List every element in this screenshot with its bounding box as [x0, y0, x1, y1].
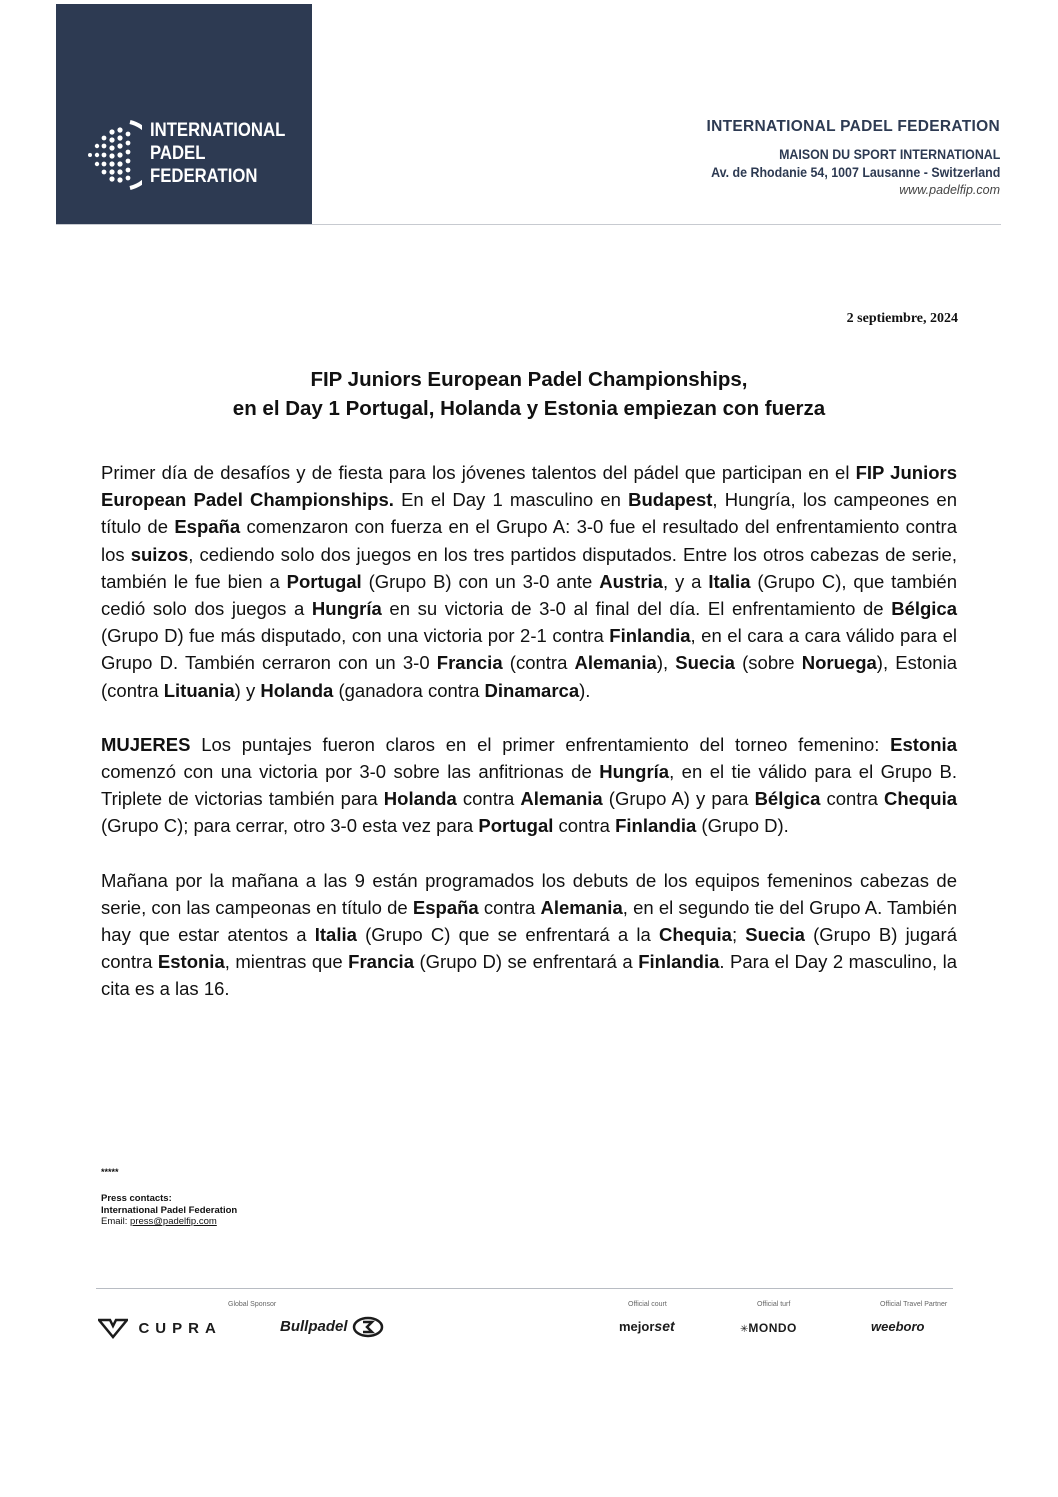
paragraph-2 [101, 731, 957, 840]
bold-run: Alemania [574, 652, 657, 674]
text-run: , en el tie válido para el Grupo B. Triplete de victorias también para [101, 761, 958, 810]
text-run: . Para el Day 2 masculino, la cita es a las 16. [101, 951, 957, 1000]
text-run: (contra [502, 652, 575, 674]
press-heading: Press contacts: [101, 1193, 172, 1204]
text-run: ). [579, 679, 591, 701]
text-run: (Grupo C) que se enfrentará a la [356, 924, 659, 946]
cupra-logo [98, 1317, 222, 1339]
text-run: Primer día de desafíos y de fiesta para los jóvenes talentos del pádel que participan en el [101, 462, 856, 483]
org-name: INTERNATIONAL PADEL FEDERATION [706, 118, 1000, 135]
bold-run: Noruega [801, 652, 877, 674]
bold-run: España [174, 516, 241, 538]
bold-run: Estonia [157, 951, 225, 973]
bold-run: Francia [436, 652, 503, 674]
text-run: Mañana por la mañana a las 9 están programados los debuts de los equipos femeninos cabezas de serie, con las campeonas en título de [101, 869, 957, 918]
bullpadel-emblem-icon [352, 1316, 384, 1338]
bold-run: España [412, 896, 479, 918]
bold-run: Francia [348, 951, 414, 973]
title-line-1: FIP Juniors European Padel Championships, [310, 368, 748, 391]
text-run: (Grupo D). [696, 815, 789, 837]
text-run: , mientras que [224, 951, 349, 973]
bold-run: Italia [708, 570, 751, 592]
bold-run: Suecia [675, 652, 735, 674]
email-label: Email: [101, 1216, 131, 1227]
text-run: ), [656, 652, 676, 674]
bold-run: Hungría [311, 598, 382, 620]
bold-run: Holanda [383, 788, 457, 810]
weeboro-wordmark: weeboro [871, 1319, 925, 1334]
text-run: comenzó con una victoria por 3-0 sobre las anfitrionas de [101, 761, 600, 783]
document-date: 2 septiembre, 2024 [846, 311, 958, 326]
footer-divider [96, 1288, 953, 1289]
mondo-wordmark: MONDO [748, 1321, 797, 1335]
bold-run: Italia [314, 924, 357, 946]
bold-run: Finlandia [615, 815, 697, 837]
bold-run: FIP Juniors European Padel Championships. [101, 462, 957, 511]
weeboro-logo [871, 1318, 924, 1336]
text-run: contra [820, 788, 885, 810]
mejorset-logo [619, 1318, 675, 1336]
text-run: (Grupo B) jugará contra [101, 924, 957, 973]
fip-logo-block [56, 4, 312, 225]
bold-run: suizos [130, 543, 189, 565]
text-run: ), Estonia (contra [101, 652, 957, 701]
cupra-wordmark: CUPRA [138, 1319, 222, 1337]
text-run: Los puntajes fueron claros en el primer enfrentamiento del torneo femenino: [190, 733, 891, 755]
text-run: (Grupo D) fue más disputado, con una victoria por 2-1 contra [101, 625, 610, 647]
text-run: (ganadora contra [333, 679, 485, 701]
email-link[interactable]: press@padelfip.com [130, 1216, 217, 1227]
text-run: , Hungría, los campeones en título de [101, 489, 958, 538]
bold-run: Estonia [890, 733, 957, 755]
logo-line-3: FEDERATION [150, 166, 258, 187]
bold-run: Lituania [163, 679, 235, 701]
text-run: , cediendo solo dos juegos en los tres partidos disputados. Entre los otros cabezas de serie, también le fue bien a [101, 543, 957, 592]
text-run: contra [478, 896, 541, 918]
text-run: contra [553, 815, 616, 837]
logo-line-2: PADEL [150, 143, 206, 164]
logo-line-1: INTERNATIONAL [150, 120, 286, 141]
text-run: ) y [234, 679, 261, 701]
mondo-emblem-icon: ✳ [740, 1324, 749, 1335]
bold-run: Finlandia [609, 625, 691, 647]
text-run: , y a [662, 570, 709, 592]
text-run: ; [731, 924, 746, 946]
bullpadel-wordmark: Bullpadel [280, 1318, 348, 1336]
global-sponsor-label: Global Sponsor [228, 1301, 277, 1308]
text-run: (Grupo D) se enfrentará a [413, 951, 639, 973]
mejorset-wordmark-a: mejor [619, 1319, 655, 1334]
bold-run: Portugal [286, 570, 362, 592]
bold-run: Dinamarca [484, 679, 580, 701]
address-line-2: Av. de Rhodanie 54, 1007 Lausanne - Switzerland [710, 165, 1000, 180]
cupra-emblem-icon [98, 1317, 128, 1339]
letterhead-address [686, 118, 1000, 197]
website-link[interactable]: www.padelfip.com [899, 183, 1000, 197]
separator-stars: ***** [101, 1167, 119, 1177]
header-divider [56, 224, 1001, 225]
text-run: , en el segundo tie del Grupo A. También hay que estar atentos a [101, 896, 957, 946]
press-contacts [101, 1193, 237, 1228]
text-run: contra [456, 788, 521, 810]
bold-run: Chequia [658, 924, 732, 946]
text-run: en su victoria de 3-0 al final del día. El enfrentamiento de [381, 598, 892, 620]
text-run: (Grupo C), que también cedió solo dos juegos a [101, 570, 957, 620]
press-email-row [101, 1216, 237, 1228]
travel-partner-label: Official Travel Partner [880, 1301, 948, 1308]
text-run: , en el cara a cara válido para el Grupo D. También cerraron con un 3-0 [101, 625, 957, 674]
text-run: (Grupo A) y para [602, 788, 755, 810]
bold-run: Holanda [260, 679, 334, 701]
bold-run: Budapest [628, 489, 713, 511]
bold-run: Alemania [540, 896, 623, 918]
document-title [0, 365, 1058, 423]
paragraph-3 [101, 867, 957, 1003]
press-org: International Padel Federation [101, 1204, 238, 1216]
text-run: En el Day 1 masculino en [393, 489, 629, 511]
address-line-1: MAISON DU SPORT INTERNATIONAL [778, 147, 1000, 162]
mondo-logo [740, 1319, 797, 1337]
text-run: (Grupo C); para cerrar, otro 3-0 esta vez para [101, 815, 479, 837]
text-run: (sobre [734, 652, 802, 674]
bold-run: Finlandia [638, 951, 720, 973]
paragraph-1 [101, 459, 957, 704]
mejorset-wordmark-b: set [654, 1318, 675, 1334]
bold-run: MUJERES [101, 733, 191, 755]
bold-run: Portugal [478, 815, 554, 837]
bold-run: Bélgica [891, 598, 958, 620]
official-court-label: Official court [628, 1301, 667, 1308]
bold-run: Austria [599, 570, 663, 592]
bold-run: Hungría [599, 761, 670, 783]
bullpadel-logo [280, 1316, 384, 1338]
title-line-2: en el Day 1 Portugal, Holanda y Estonia empiezan con fuerza [232, 397, 826, 420]
bold-run: Bélgica [754, 788, 821, 810]
official-turf-label: Official turf [757, 1301, 791, 1308]
bold-run: Alemania [520, 788, 603, 810]
bold-run: Chequia [884, 788, 957, 810]
padel-ball-icon [86, 116, 142, 194]
text-run: comenzaron con fuerza en el Grupo A: 3-0 fue el resultado del enfrentamiento contra los [101, 516, 957, 565]
article-body [101, 459, 957, 1030]
text-run: (Grupo B) con un 3-0 ante [361, 570, 600, 592]
fip-logo-text [150, 119, 285, 188]
bold-run: Suecia [745, 924, 805, 946]
